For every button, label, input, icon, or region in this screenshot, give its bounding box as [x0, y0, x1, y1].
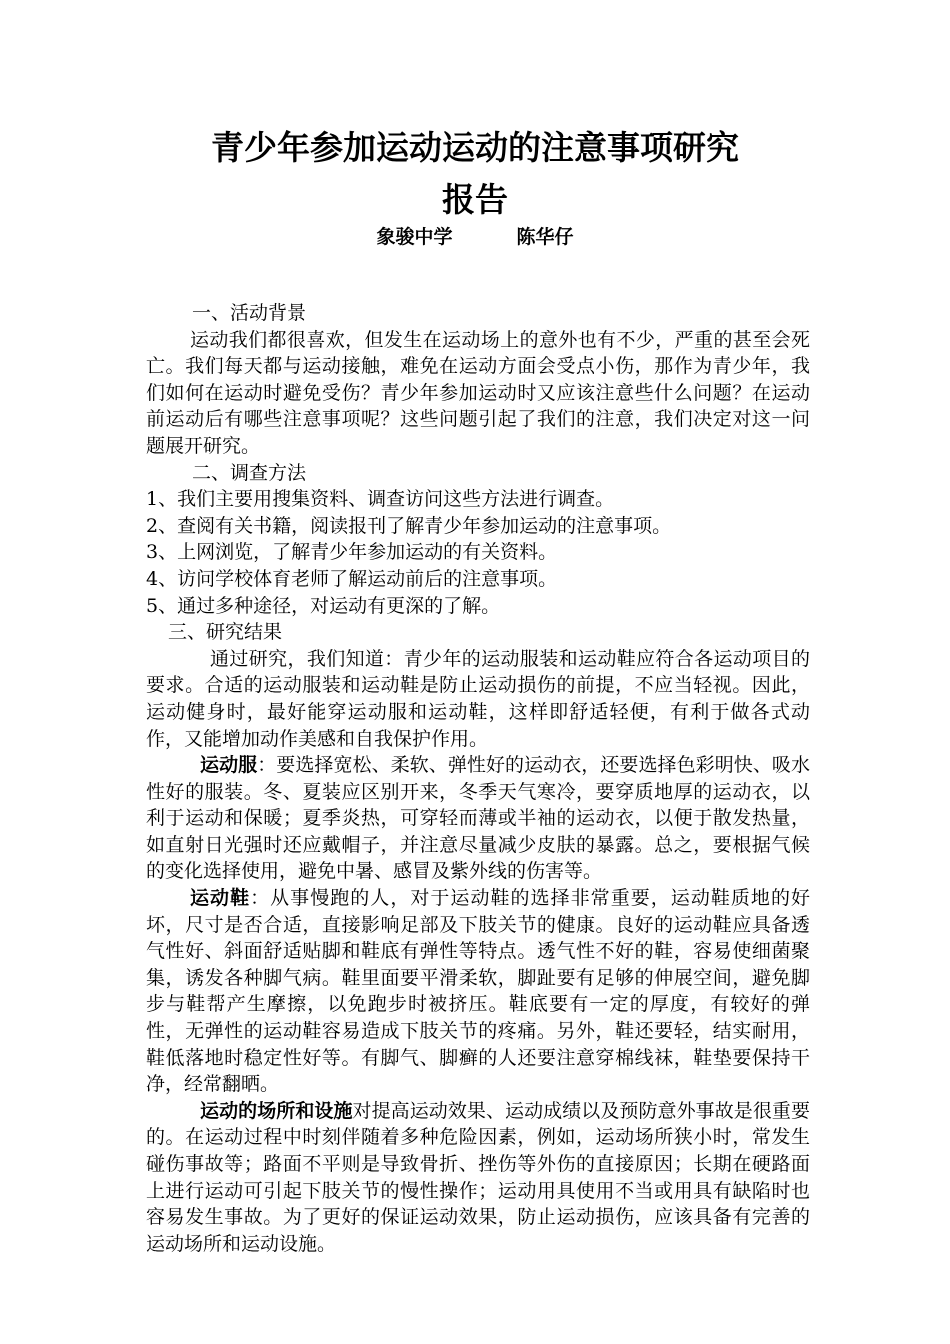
document-title-line1: 青少年参加运动运动的注意事项研究 — [211, 128, 739, 167]
results-intro-paragraph: 通过研究，我们知道：青少年的运动服装和运动鞋应符合各运动项目的要求。合适的运动服装和运动鞋是防止运动损伤的前提，不应当轻视。因此，运动健身时，最好能穿运动服和运动鞋，这样即舒适轻便，有利于做各式动作，又能增加动作美感和自我保护作用。 — [146, 647, 810, 750]
venue-paragraph — [146, 1098, 810, 1258]
method-item: 2、查阅有关书籍，阅读报刊了解青少年参加运动的注意事项。 — [146, 514, 672, 537]
clothing-paragraph — [146, 752, 810, 885]
author-line — [0, 224, 950, 250]
clothing-label: 运动服 — [200, 754, 258, 777]
background-paragraph: 运动我们都很喜欢，但发生在运动场上的意外也有不少，严重的甚至会死亡。我们每天都与运动接触，难免在运动方面会受点小伤，那作为青少年，我们如何在运动时避免受伤？青少年参加运动时又应该注意些什么问题？在运动前运动后有哪些注意事项呢？这些问题引起了我们的注意，我们决定对这一问题展开研究。 — [146, 328, 810, 457]
document-title-line2: 报告 — [442, 180, 508, 219]
method-item: 4、访问学校体育老师了解运动前后的注意事项。 — [146, 567, 558, 590]
method-item: 1、我们主要用搜集资料、调查访问这些方法进行调查。 — [146, 488, 615, 511]
venue-label: 运动的场所和设施 — [200, 1099, 353, 1122]
shoes-paragraph — [146, 885, 810, 1098]
school-name: 象骏中学 — [376, 226, 453, 248]
section-heading-results: 三、研究结果 — [168, 621, 283, 644]
method-item: 5、通过多种途径，对运动有更深的了解。 — [146, 594, 501, 617]
section-heading-method: 二、调查方法 — [192, 461, 307, 484]
clothing-text: ：要选择宽松、柔软、弹性好的运动衣，还要选择色彩明快、吸水性好的服装。冬、夏装应区别开来，冬季天气寒冷，要穿质地厚的运动衣，以利于运动和保暖；夏季炎热，可穿轻而薄或半袖的运动衣，以便于散发热量，如直射日光强时还应戴帽子，并注意尽量减少皮肤的暴露。总之，要根据气候的变化选择使用，避免中暑、感冒及紫外线的伤害等。 — [146, 754, 810, 883]
section-heading-background: 一、活动背景 — [192, 302, 307, 324]
shoes-text: ：从事慢跑的人，对于运动鞋的选择非常重要，运动鞋质地的好坏，尺寸是否合适，直接影响足部及下肢关节的健康。良好的运动鞋应具备透气性好、斜面舒适贴脚和鞋底有弹性等特点。透气性不好的鞋，容易使细菌聚集，诱发各种脚气病。鞋里面要平滑柔软，脚趾要有足够的伸展空间，避免脚步与鞋帮产生摩擦，以免跑步时被挤压。鞋底要有一定的厚度，有较好的弹性，无弹性的运动鞋容易造成下肢关节的疼痛。另外，鞋还要轻，结实耐用，鞋低落地时稳定性好等。有脚气、脚癣的人还要注意穿棉线袜，鞋垫要保持干净，经常翻晒。 — [146, 887, 810, 1096]
shoes-label: 运动鞋 — [190, 887, 251, 910]
document-body — [146, 300, 810, 1257]
venue-text: 对提高运动效果、运动成绩以及预防意外事故是很重要的。在运动过程中时刻伴随着多种危险因素，例如，运动场所狭小时，常发生碰伤事故等；路面不平则是导致骨折、挫伤等外伤的直接原因；长期在硬路面上进行运动可引起下肢关节的慢性操作；运动用具使用不当或用具有缺陷时也容易发生事故。为了更好的保证运动效果，防止运动损伤，应该具备有完善的运动场所和运动设施。 — [146, 1099, 810, 1255]
author-name: 陈华仔 — [516, 226, 574, 248]
method-item: 3、上网浏览，了解青少年参加运动的有关资料。 — [146, 541, 558, 564]
